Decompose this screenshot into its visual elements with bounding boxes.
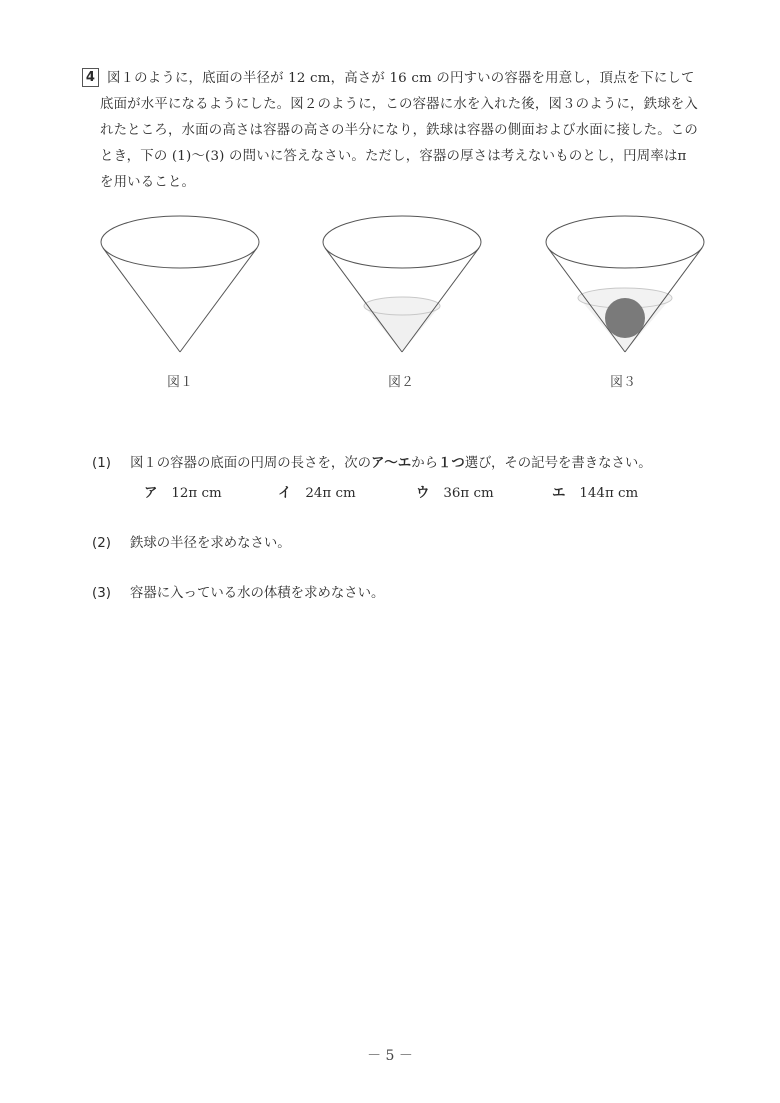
choice-i: イ 24π cm xyxy=(278,486,356,501)
figure-2-caption: 図２ xyxy=(387,375,414,390)
page-number: － 5 － xyxy=(367,1048,413,1064)
problem-number: 4 xyxy=(82,68,99,87)
problem-statement xyxy=(82,66,722,196)
iron-sphere xyxy=(605,298,645,338)
figure-3-caption: 図３ xyxy=(609,375,636,390)
choice-a: ア 12π cm xyxy=(144,486,222,501)
figure-3-cone-with-sphere xyxy=(543,215,707,357)
question-3: (3) 容器に入っている水の体積を求めなさい。 xyxy=(92,586,385,601)
problem-line-1: 4 図１のように，底面の半径が 12 cm，高さが 16 cm の円すいの容器を用意し，頂点を下にして xyxy=(82,66,722,92)
problem-line-2: 底面が水平になるようにした。図２のように，この容器に水を入れた後，図３のように，鉄球を入 xyxy=(100,97,698,112)
problem-line-4: とき，下の (1)～(3) の問いに答えなさい。ただし，容器の厚さは考えないものとし，円周率はπ xyxy=(100,149,687,164)
choice-e: エ 144π cm xyxy=(552,486,639,501)
problem-line-3: れたところ，水面の高さは容器の高さの半分になり，鉄球は容器の側面および水面に接した。この xyxy=(100,123,698,138)
question-2: (2) 鉄球の半径を求めなさい。 xyxy=(92,536,291,551)
figure-1-cone xyxy=(98,215,262,357)
figure-2-cone-with-water xyxy=(320,215,484,357)
question-1: (1) 図１の容器の底面の円周の長さを，次のア～エから１つ選び，その記号を書きなさい。 ア 12π cm イ 24π cm ウ 36π cm エ 144π cm xyxy=(92,456,652,501)
choice-u: ウ 36π cm xyxy=(416,486,494,501)
figure-1-caption: 図１ xyxy=(166,375,193,390)
problem-line-5: を用いること。 xyxy=(100,175,196,190)
